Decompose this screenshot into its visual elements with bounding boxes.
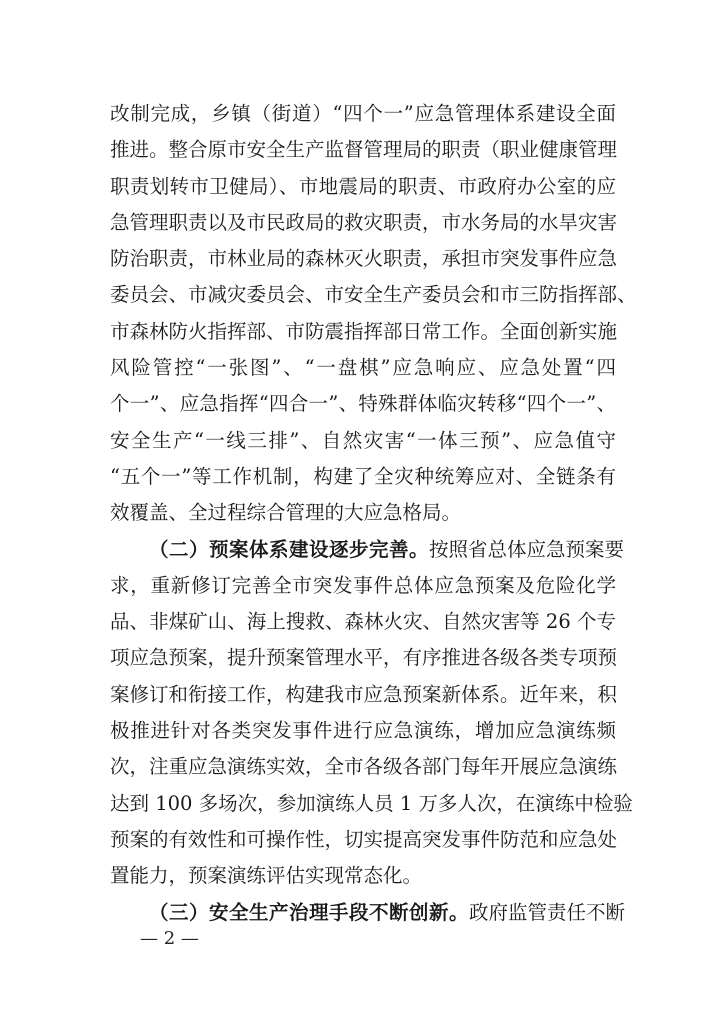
paragraph-3 — [110, 895, 626, 931]
text-line: 案修订和衔接工作，构建我市应急预案新体系。近年来，积 — [110, 682, 618, 706]
section-heading-2: （二）预案体系建设逐步完善。 — [149, 537, 430, 561]
paragraph-2 — [110, 532, 633, 895]
text-line: 安全生产“一线三排”、自然灾害“一体三预”、应急值守 — [110, 428, 616, 452]
text-line: 品、非煤矿山、海上搜救、森林火灾、自然灾害等 26 个专 — [110, 610, 616, 634]
text-line: 防治职责，市林业局的森林灭火职责，承担市突发事件应急 — [110, 247, 618, 271]
text-line: 极推进针对各类突发事件进行应急演练，增加应急演练频 — [110, 719, 616, 743]
text-line: 预案的有效性和可操作性，切实提高突发事件防范和应急处 — [110, 827, 618, 851]
paragraph-2-first-line — [110, 532, 625, 568]
text-line: 个一”、应急指挥“四合一”、特殊群体临灾转移“四个一”、 — [110, 392, 616, 416]
text-line: 置能力，预案演练评估实现常态化。 — [110, 864, 423, 888]
text-line: 项应急预案，提升预案管理水平，有序推进各级各类专项预 — [110, 646, 618, 670]
paragraph-3-first-line — [110, 895, 626, 931]
section-heading-3: （三）安全生产治理手段不断创新。 — [149, 900, 470, 924]
text-run: 按照省总体应急预案要 — [429, 537, 625, 561]
text-line: 效覆盖、全过程综合管理的大应急格局。 — [110, 501, 462, 525]
paragraph-1 — [110, 96, 637, 532]
text-line: 达到 100 多场次，参加演练人员 1 万多人次，在演练中检验 — [110, 791, 633, 815]
page-number: — 2 — — [140, 928, 199, 949]
text-line: 风险管控“一张图”、“一盘棋”应急响应、应急处置“四 — [110, 356, 616, 380]
text-line: 职责划转市卫健局）、市地震局的职责、市政府办公室的应 — [110, 174, 616, 198]
text-run: 政府监管责任不断 — [469, 900, 626, 924]
text-line: 求，重新修订完善全市突发事件总体应急预案及危险化学 — [110, 573, 616, 597]
text-line: 改制完成，乡镇（街道）“四个一”应急管理体系建设全面 — [110, 102, 616, 125]
text-line: 市森林防火指挥部、市防震指挥部日常工作。全面创新实施 — [110, 319, 618, 343]
text-line: 次，注重应急演练实效，全市各级各部门每年开展应急演练 — [110, 755, 618, 779]
text-line: “五个一”等工作机制，构建了全灾种统筹应对、全链条有 — [110, 464, 616, 488]
text-line: 推进。整合原市安全生产监督管理局的职责（职业健康管理 — [110, 138, 618, 162]
document-page — [110, 96, 637, 931]
text-line: 委员会、市减灾委员会、市安全生产委员会和市三防指挥部、 — [110, 283, 637, 307]
text-line: 急管理职责以及市民政局的救灾职责，市水务局的水旱灾害 — [110, 210, 618, 234]
